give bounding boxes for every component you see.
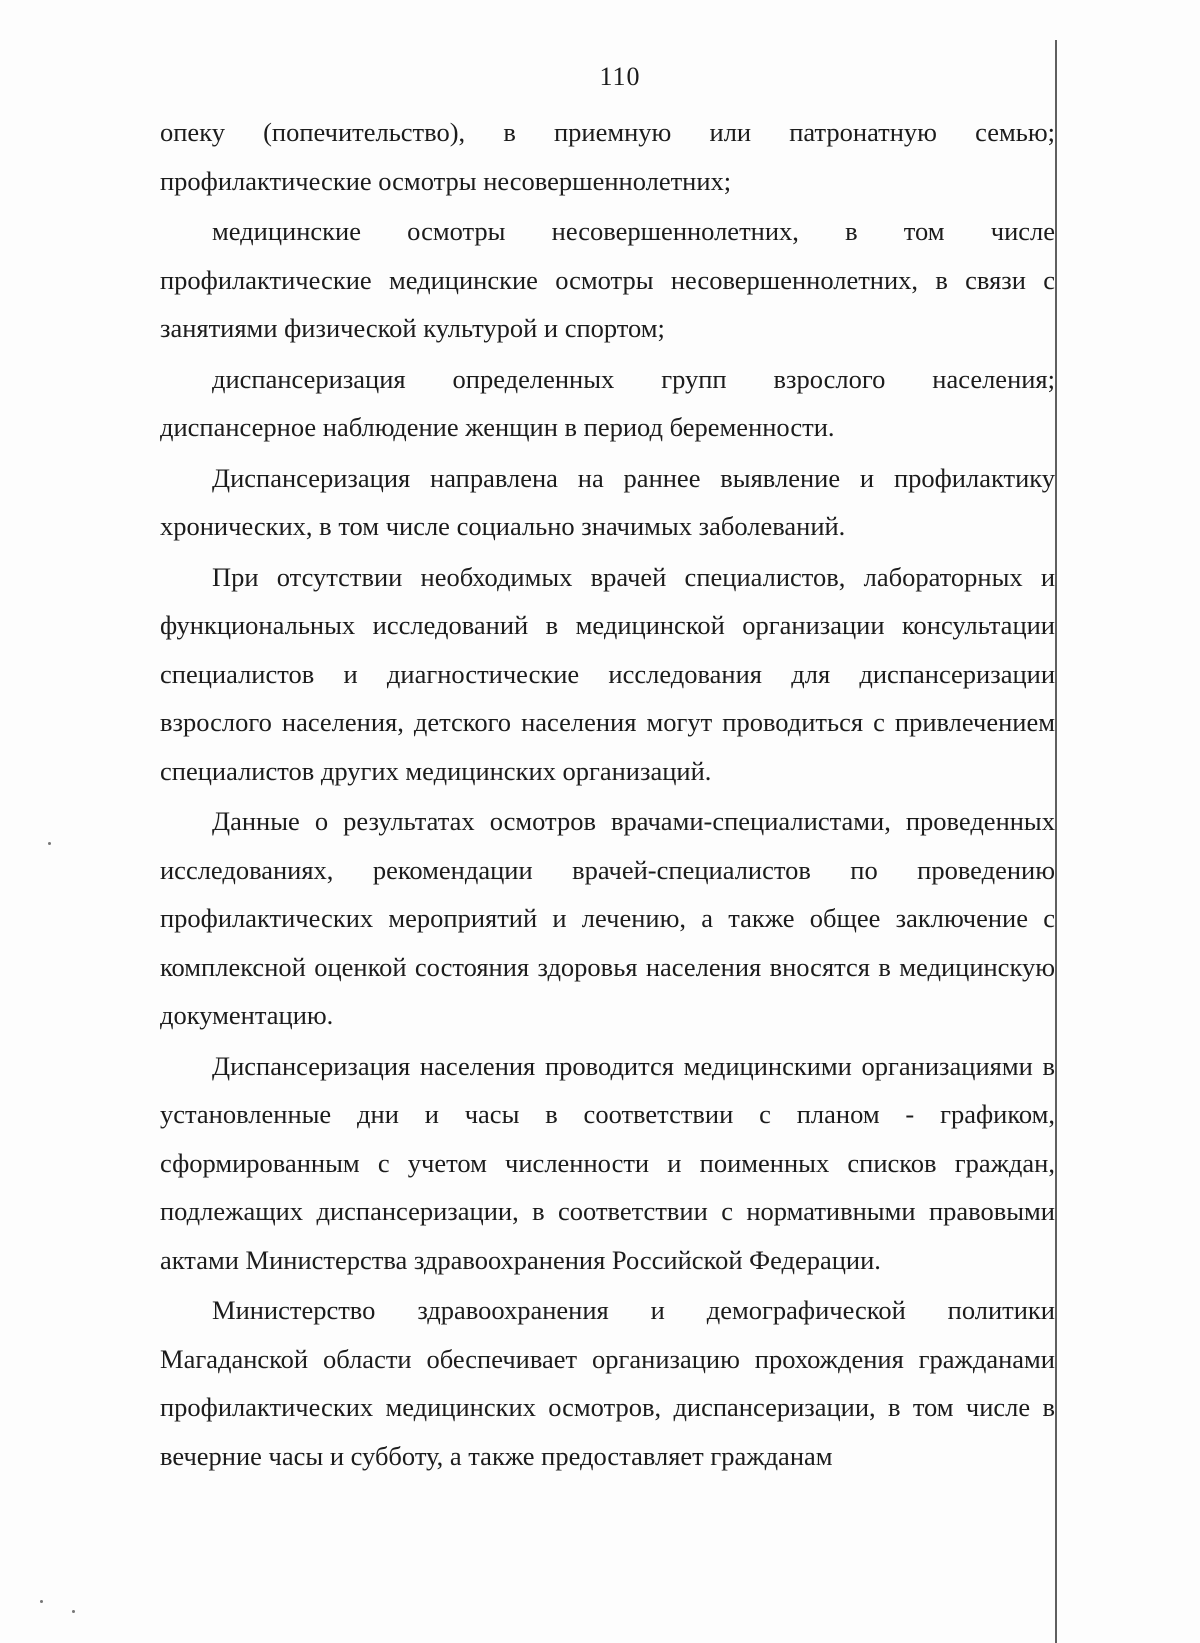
paragraph-1: опеку (попечительство), в приемную или патронатную семью; профилактические осмотры несовершеннолетних;: [160, 117, 1055, 196]
scan-edge-line: [1055, 40, 1057, 1643]
paragraph-8: Министерство здравоохранения и демографической политики Магаданской области обеспечивает организацию прохождения гражданами профилактических медицинских осмотров, диспансеризации, в том числе в вечерние часы и субботу, а также предоставляет гражданам: [160, 1295, 1055, 1471]
paragraph-4: Диспансеризация направлена на раннее выявление и профилактику хронических, в том числе социально значимых заболеваний.: [160, 462, 1055, 541]
paragraph-7: Диспансеризация населения проводится медицинскими организациями в установленные дни и часы в соответствии с планом - графиком, сформированным с учетом численности и поименных списков граждан, подлежащих диспансеризации, в соответствии с нормативными правовыми актами Министерства здравоохранения Российской Федерации.: [160, 1050, 1055, 1275]
paragraph-2: медицинские осмотры несовершеннолетних, в том числе профилактические медицинские осмотры несовершеннолетних, в связи с занятиями физической культурой и спортом;: [160, 216, 1055, 343]
paragraph-3: диспансеризация определенных групп взрослого населения; диспансерное наблюдение женщин в период беременности.: [160, 363, 1055, 442]
scan-speck: [48, 842, 51, 845]
scan-speck: [40, 1600, 43, 1603]
document-body: [160, 108, 1055, 1482]
scan-speck: [72, 1610, 75, 1613]
paragraph-6: Данные о результатах осмотров врачами-специалистами, проведенных исследованиях, рекомендации врачей-специалистов по проведению профилактических мероприятий и лечению, а также общее заключение с комплексной оценкой состояния здоровья населения вносятся в медицинскую документацию.: [160, 806, 1055, 1030]
page-number: 110: [599, 62, 641, 91]
paragraph-5: При отсутствии необходимых врачей специалистов, лабораторных и функциональных исследований в медицинской организации консультации специалистов и диагностические исследования для диспансеризации взрослого населения, детского населения могут проводиться с привлечением специалистов других медицинских организаций.: [160, 561, 1055, 786]
